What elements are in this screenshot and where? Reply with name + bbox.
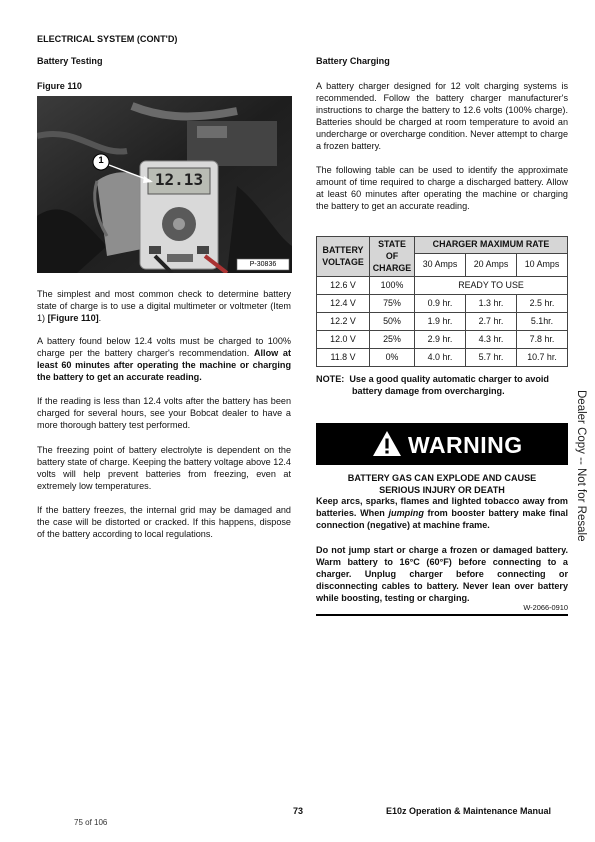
figure-label: Figure 110 [37, 81, 82, 91]
cell-state: 25% [370, 331, 415, 349]
warning-paragraph-1 [316, 495, 568, 531]
testing-paragraph-1 [37, 288, 291, 324]
cell-time: 1.9 hr. [415, 313, 466, 331]
cell-time: 5.1hr. [517, 313, 568, 331]
page-number: 73 [293, 806, 304, 816]
cell-voltage: 12.4 V [317, 295, 370, 313]
subheader-30: 30 Amps [415, 254, 466, 277]
table-row [317, 349, 568, 367]
testing-p2-emphasis: Allow at least 60 minutes after operating the machine or charging the battery to get an accurate reading. [37, 348, 291, 382]
subheader-20: 20 Amps [466, 254, 517, 277]
note-label: NOTE: [316, 374, 345, 384]
charging-paragraph-2: The following table can be used to identify the approximate amount of time required to charge a discharged battery. Allow at least 60 minutes after operating the machine or charging the battery to get an accurate reading. [316, 165, 568, 211]
warning-banner [316, 423, 568, 465]
figure-code: P-30836 [249, 261, 277, 268]
dealer-copy-watermark: Dealer Copy -- Not for Resale [575, 390, 587, 542]
note-line-1: Use a good quality automatic charger to avoid [349, 374, 549, 384]
table-row [317, 313, 568, 331]
testing-p1-period: . [98, 313, 102, 323]
cell-time: 4.0 hr. [415, 349, 466, 367]
cell-time: 2.5 hr. [517, 295, 568, 313]
section-title: ELECTRICAL SYSTEM (CONT'D) [37, 34, 178, 44]
warning-heading [316, 472, 568, 496]
cell-time: 5.7 hr. [466, 349, 517, 367]
manual-title: E10z Operation & Maintenance Manual [386, 806, 552, 816]
cell-state: 75% [370, 295, 415, 313]
battery-testing-heading: Battery Testing [37, 56, 103, 66]
testing-p2-text: A battery found below 12.4 volts must be charged to 100% charge per the battery charger's recommendation. [37, 336, 291, 358]
callout-number: 1 [98, 155, 104, 166]
warning-title: WARNING [408, 432, 523, 458]
cell-ready: READY TO USE [415, 277, 568, 295]
warning-code: W-2066-0910 [523, 603, 568, 612]
cell-time: 7.8 hr. [517, 331, 568, 349]
testing-paragraph-5: If the battery freezes, the internal grid may be damaged and the case will be distorted or cracked. If this happens, dispose of the battery according to local regulations. [37, 505, 291, 539]
warning-p1-emphasis: jumping [388, 508, 424, 518]
table-row [317, 331, 568, 349]
testing-p1-text: The simplest and most common check to determine battery state of charge is to use a digital multimeter or voltmeter (Item 1) [37, 289, 291, 323]
cell-state: 0% [370, 349, 415, 367]
cell-time: 2.9 hr. [415, 331, 466, 349]
charging-paragraph-1: A battery charger designed for 12 volt charging systems is recommended. Follow the battery charger manufacturer's instructions to charge the battery to 12.6 volts (100% charge). Batteries should be charged at room temperature to avoid an undercharge or overcharge condition. Never attempt to charge a frozen battery. [316, 81, 568, 151]
meter-display-readout: 12.13 [154, 170, 204, 189]
subheader-10: 10 Amps [517, 254, 568, 277]
cell-voltage: 12.6 V [317, 277, 370, 295]
cell-time: 4.3 hr. [466, 331, 517, 349]
figure-110-photo [37, 96, 292, 273]
testing-paragraph-2 [37, 335, 291, 383]
figure-reference: [Figure 110] [47, 313, 99, 323]
table-row [317, 277, 568, 295]
cell-time: 10.7 hr. [517, 349, 568, 367]
cell-voltage: 11.8 V [317, 349, 370, 367]
cell-time: 0.9 hr. [415, 295, 466, 313]
warning-bottom-rule [316, 614, 568, 616]
warning-paragraph-2: Do not jump start or charge a frozen or damaged battery. Warm battery to 16°C (60°F) before connecting to a charger. Unplug charger before connecting or disconnecting cables to battery. Never lean over battery while boosting, testing or charging. [316, 545, 568, 603]
warning-heading-line-1: BATTERY GAS CAN EXPLODE AND CAUSE [347, 473, 537, 483]
battery-charging-heading: Battery Charging [316, 56, 390, 66]
charge-time-table [316, 236, 568, 367]
cell-voltage: 12.0 V [317, 331, 370, 349]
cell-state: 100% [370, 277, 415, 295]
col-header-state: STATE OF CHARGE [370, 237, 415, 277]
page-of-count: 75 of 106 [74, 818, 108, 827]
warning-heading-line-2: SERIOUS INJURY OR DEATH [379, 485, 505, 495]
warning-p1-text: Keep arcs, sparks, flames and lighted tobacco away from batteries. When [316, 496, 568, 518]
table-row [317, 295, 568, 313]
col-header-rate: CHARGER MAXIMUM RATE [415, 237, 568, 254]
testing-paragraph-4: The freezing point of battery electrolyte is dependent on the battery state of charge. Keeping the battery voltage above 12.4 volts will help prevent batteries from freezing, even at extremely low temperatures. [37, 445, 291, 491]
note-line-2: battery damage from overcharging. [352, 386, 505, 396]
cell-time: 2.7 hr. [466, 313, 517, 331]
cell-state: 50% [370, 313, 415, 331]
cell-time: 1.3 hr. [466, 295, 517, 313]
warning-triangle-icon [372, 430, 402, 457]
note-block [316, 373, 571, 397]
testing-paragraph-3: If the reading is less than 12.4 volts after the battery has been charged for several hours, see your Bobcat dealer to have a more thorough battery test performed. [37, 396, 291, 430]
col-header-voltage: BATTERY VOLTAGE [317, 237, 370, 277]
warning-p1-text-end: from booster battery make final connection (negative) at machine frame. [316, 508, 568, 530]
cell-voltage: 12.2 V [317, 313, 370, 331]
